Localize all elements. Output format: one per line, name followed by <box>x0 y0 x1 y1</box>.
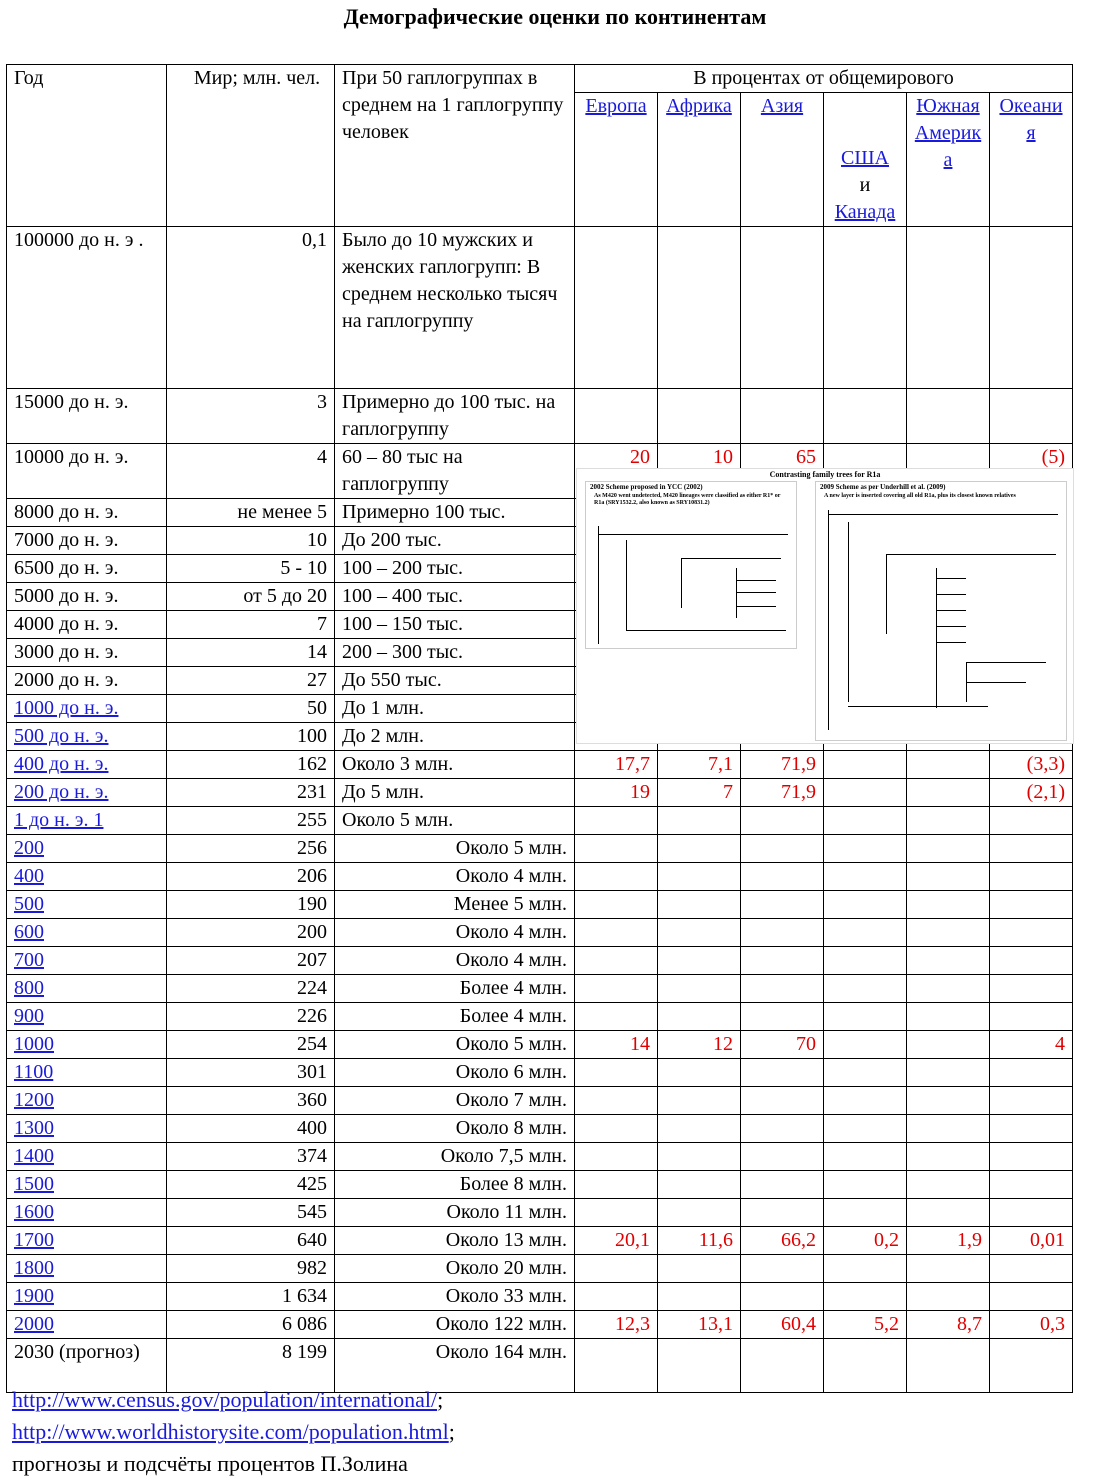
cell-percent-eu <box>575 1255 658 1283</box>
page-title: Демографические оценки по континентам <box>343 4 767 29</box>
header-asia[interactable]: Азия <box>741 93 824 227</box>
cell-percent-oc <box>990 891 1073 919</box>
cell-percent-us <box>824 975 907 1003</box>
cell-percent-af <box>658 1283 741 1311</box>
cell-haplo: Около 13 млн. <box>335 1227 575 1255</box>
cell-percent-sa <box>907 751 990 779</box>
cell-haplo: Более 4 млн. <box>335 975 575 1003</box>
cell-world: 190 <box>167 891 335 919</box>
table-row <box>7 227 1073 389</box>
table-row <box>7 389 1073 444</box>
cell-percent-as <box>741 1143 824 1171</box>
cell-percent-sa <box>907 1143 990 1171</box>
cell-percent-af <box>658 1255 741 1283</box>
cell-percent-as <box>741 947 824 975</box>
cell-percent-eu <box>575 389 658 444</box>
cell-percent-oc: (5) <box>990 444 1073 499</box>
cell-year[interactable]: 200 <box>7 835 167 863</box>
cell-percent-af: 10 <box>658 444 741 499</box>
cell-year: 100000 до н. э . <box>7 227 167 389</box>
cell-year[interactable]: 1 до н. э. 1 <box>7 807 167 835</box>
header-oceania[interactable]: Океания <box>990 93 1073 227</box>
cell-percent-as <box>741 1003 824 1031</box>
cell-world: от 5 до 20 <box>167 583 335 611</box>
cell-percent-us <box>824 227 907 389</box>
table-row <box>7 863 1073 891</box>
cell-percent-af <box>658 807 741 835</box>
header-africa[interactable]: Африка <box>658 93 741 227</box>
cell-percent-af <box>658 919 741 947</box>
cell-world: 231 <box>167 779 335 807</box>
cell-percent-eu: 12,3 <box>575 1311 658 1339</box>
cell-haplo: 200 – 300 тыс. <box>335 639 575 667</box>
cell-haplo: До 200 тыс. <box>335 527 575 555</box>
table-row <box>7 1003 1073 1031</box>
cell-year[interactable]: 1000 до н. э. <box>7 695 167 723</box>
cell-world: 545 <box>167 1199 335 1227</box>
cell-percent-as <box>741 807 824 835</box>
cell-percent-us <box>824 807 907 835</box>
cell-percent-sa <box>907 807 990 835</box>
cell-percent-us <box>824 1087 907 1115</box>
table-row <box>7 1311 1073 1339</box>
cell-percent-as <box>741 919 824 947</box>
cell-percent-eu: 20 <box>575 444 658 499</box>
cell-percent-af: 11,6 <box>658 1227 741 1255</box>
cell-percent-as <box>741 1059 824 1087</box>
cell-percent-af <box>658 947 741 975</box>
cell-world: 301 <box>167 1059 335 1087</box>
cell-percent-us <box>824 947 907 975</box>
header-europe[interactable]: Европа <box>575 93 658 227</box>
table-row <box>7 1143 1073 1171</box>
cell-year: 3000 до н. э. <box>7 639 167 667</box>
cell-haplo: 100 – 150 тыс. <box>335 611 575 639</box>
cell-percent-eu <box>575 975 658 1003</box>
cell-percent-eu <box>575 1199 658 1227</box>
cell-percent-eu <box>575 1171 658 1199</box>
cell-percent-sa <box>907 1087 990 1115</box>
cell-percent-sa <box>907 891 990 919</box>
cell-percent-sa <box>907 919 990 947</box>
cell-percent-af <box>658 1199 741 1227</box>
cell-year: 7000 до н. э. <box>7 527 167 555</box>
cell-percent-af <box>658 1171 741 1199</box>
cell-world: 3 <box>167 389 335 444</box>
table-row <box>7 1283 1073 1311</box>
table-row <box>7 1059 1073 1087</box>
cell-year[interactable]: 500 <box>7 891 167 919</box>
cell-percent-as <box>741 227 824 389</box>
cell-percent-us <box>824 1199 907 1227</box>
cell-world: 1 634 <box>167 1283 335 1311</box>
cell-percent-eu: 19 <box>575 779 658 807</box>
cell-haplo: До 5 млн. <box>335 779 575 807</box>
cell-year: 15000 до н. э. <box>7 389 167 444</box>
cell-percent-af <box>658 1003 741 1031</box>
cell-world: 360 <box>167 1087 335 1115</box>
cell-year[interactable]: 1000 <box>7 1031 167 1059</box>
sources: http://www.census.gov/population/international/; http://www.worldhistorysite.com/population.html; прогнозы и подсчёты процентов П.Золина <box>12 1387 455 1476</box>
cell-percent-sa <box>907 1339 990 1393</box>
header-usa-canada[interactable]: США и Канада <box>824 93 907 227</box>
cell-percent-eu <box>575 807 658 835</box>
cell-percent-oc: 4 <box>990 1031 1073 1059</box>
cell-percent-oc: (2,1) <box>990 779 1073 807</box>
cell-percent-eu <box>575 1339 658 1393</box>
cell-percent-us <box>824 863 907 891</box>
table-row <box>7 835 1073 863</box>
cell-haplo: Около 5 млн. <box>335 1031 575 1059</box>
cell-percent-us <box>824 919 907 947</box>
header-percent: В процентах от общемирового <box>575 65 1073 93</box>
cell-percent-as <box>741 863 824 891</box>
cell-year: 2000 до н. э. <box>7 667 167 695</box>
cell-percent-oc: 0,01 <box>990 1227 1073 1255</box>
cell-percent-sa <box>907 863 990 891</box>
cell-percent-af <box>658 1115 741 1143</box>
cell-year[interactable]: 1500 <box>7 1171 167 1199</box>
table-row <box>7 751 1073 779</box>
cell-haplo: Около 7,5 млн. <box>335 1143 575 1171</box>
cell-world: 255 <box>167 807 335 835</box>
cell-world: не менее 5 <box>167 499 335 527</box>
cell-percent-as: 60,4 <box>741 1311 824 1339</box>
cell-percent-oc <box>990 807 1073 835</box>
cell-percent-us <box>824 1143 907 1171</box>
cell-percent-oc <box>990 1059 1073 1087</box>
cell-percent-as <box>741 1283 824 1311</box>
cell-haplo: Более 4 млн. <box>335 1003 575 1031</box>
cell-haplo: Более 8 млн. <box>335 1171 575 1199</box>
cell-percent-us: 0,2 <box>824 1227 907 1255</box>
table-row <box>7 891 1073 919</box>
cell-percent-sa <box>907 1199 990 1227</box>
cell-percent-as <box>741 1087 824 1115</box>
cell-percent-sa: 1,9 <box>907 1227 990 1255</box>
cell-percent-oc <box>990 947 1073 975</box>
cell-percent-as: 71,9 <box>741 779 824 807</box>
cell-percent-as: 71,9 <box>741 751 824 779</box>
cell-percent-oc <box>990 975 1073 1003</box>
cell-percent-oc <box>990 1339 1073 1393</box>
cell-percent-af: 12 <box>658 1031 741 1059</box>
cell-percent-sa <box>907 835 990 863</box>
cell-haplo: Около 11 млн. <box>335 1199 575 1227</box>
cell-percent-us <box>824 835 907 863</box>
cell-percent-us: 5,2 <box>824 1311 907 1339</box>
cell-haplo: До 550 тыс. <box>335 667 575 695</box>
cell-percent-sa <box>907 1003 990 1031</box>
table-row <box>7 975 1073 1003</box>
cell-year[interactable]: 1400 <box>7 1143 167 1171</box>
r1a-tree-figure: Contrasting family trees for R1a 2002 Scheme proposed in YCC (2002) As M420 went undetected, M420 lineages were classified as either R1* or R1a (SRY1532.2, also known as SRY10831.2) 2009 Scheme as per Underhill et al. (2009) A new layer is inserted covering all old R1a, plus its closest known relatives <box>576 468 1074 744</box>
table-row <box>7 779 1073 807</box>
cell-percent-eu: 14 <box>575 1031 658 1059</box>
cell-percent-eu <box>575 1115 658 1143</box>
cell-haplo: Было до 10 мужских и женских гаплогрупп: В среднем несколько тысяч на гаплогруппу <box>335 227 575 389</box>
cell-percent-us <box>824 389 907 444</box>
cell-percent-eu <box>575 863 658 891</box>
source-link-census[interactable]: http://www.census.gov/population/international/ <box>12 1387 438 1412</box>
cell-percent-oc <box>990 1171 1073 1199</box>
cell-percent-us <box>824 891 907 919</box>
cell-percent-us <box>824 1031 907 1059</box>
cell-haplo: Около 7 млн. <box>335 1087 575 1115</box>
cell-haplo: 100 – 200 тыс. <box>335 555 575 583</box>
header-haplo: При 50 гаплогруппах в среднем на 1 гаплогруппу человек <box>335 65 575 227</box>
cell-percent-af <box>658 1059 741 1087</box>
cell-percent-as: 66,2 <box>741 1227 824 1255</box>
cell-percent-oc <box>990 389 1073 444</box>
cell-world: 982 <box>167 1255 335 1283</box>
cell-percent-oc <box>990 863 1073 891</box>
cell-percent-us <box>824 1171 907 1199</box>
cell-percent-sa <box>907 779 990 807</box>
cell-percent-us <box>824 751 907 779</box>
cell-year[interactable]: 1200 <box>7 1087 167 1115</box>
cell-haplo: Около 6 млн. <box>335 1059 575 1087</box>
cell-world: 226 <box>167 1003 335 1031</box>
cell-percent-sa <box>907 1171 990 1199</box>
cell-percent-oc <box>990 1283 1073 1311</box>
header-south-america[interactable]: Южная Америка <box>907 93 990 227</box>
cell-world: 27 <box>167 667 335 695</box>
cell-percent-as: 65 <box>741 444 824 499</box>
header-world: Мир; млн. чел. <box>167 65 335 227</box>
cell-percent-af: 7 <box>658 779 741 807</box>
table-row <box>7 1171 1073 1199</box>
cell-percent-sa <box>907 947 990 975</box>
cell-percent-af <box>658 863 741 891</box>
cell-haplo: Около 3 млн. <box>335 751 575 779</box>
cell-percent-as: 70 <box>741 1031 824 1059</box>
cell-haplo: Около 5 млн. <box>335 835 575 863</box>
cell-world: 50 <box>167 695 335 723</box>
table-row <box>7 1031 1073 1059</box>
cell-year[interactable]: 1900 <box>7 1283 167 1311</box>
cell-percent-us <box>824 779 907 807</box>
cell-world: 5 - 10 <box>167 555 335 583</box>
cell-year[interactable]: 1600 <box>7 1199 167 1227</box>
cell-percent-eu <box>575 1283 658 1311</box>
cell-percent-af <box>658 1339 741 1393</box>
cell-percent-us <box>824 1339 907 1393</box>
cell-percent-af <box>658 389 741 444</box>
cell-world: 254 <box>167 1031 335 1059</box>
cell-year: 5000 до н. э. <box>7 583 167 611</box>
cell-percent-sa <box>907 227 990 389</box>
cell-percent-as <box>741 1171 824 1199</box>
cell-percent-sa <box>907 1115 990 1143</box>
cell-world: 8 199 <box>167 1339 335 1393</box>
cell-year[interactable]: 600 <box>7 919 167 947</box>
cell-percent-af: 7,1 <box>658 751 741 779</box>
cell-haplo: Около 4 млн. <box>335 947 575 975</box>
cell-percent-eu <box>575 1003 658 1031</box>
cell-haplo: 100 – 400 тыс. <box>335 583 575 611</box>
cell-percent-us <box>824 1283 907 1311</box>
cell-percent-as <box>741 1199 824 1227</box>
cell-year[interactable]: 500 до н. э. <box>7 723 167 751</box>
cell-percent-oc <box>990 227 1073 389</box>
cell-world: 207 <box>167 947 335 975</box>
cell-percent-sa <box>907 1255 990 1283</box>
cell-percent-as <box>741 1115 824 1143</box>
cell-haplo: Около 122 млн. <box>335 1311 575 1339</box>
cell-percent-us <box>824 1255 907 1283</box>
cell-percent-eu <box>575 835 658 863</box>
cell-percent-oc: 0,3 <box>990 1311 1073 1339</box>
cell-world: 206 <box>167 863 335 891</box>
cell-percent-eu <box>575 1143 658 1171</box>
cell-year[interactable]: 200 до н. э. <box>7 779 167 807</box>
cell-percent-oc <box>990 919 1073 947</box>
cell-percent-oc <box>990 1115 1073 1143</box>
cell-percent-eu: 17,7 <box>575 751 658 779</box>
cell-percent-as <box>741 891 824 919</box>
cell-year[interactable]: 2000 <box>7 1311 167 1339</box>
cell-year[interactable]: 700 <box>7 947 167 975</box>
cell-percent-as <box>741 1255 824 1283</box>
cell-percent-af <box>658 835 741 863</box>
cell-haplo: Около 8 млн. <box>335 1115 575 1143</box>
cell-world: 374 <box>167 1143 335 1171</box>
table-row <box>7 807 1073 835</box>
table-row <box>7 1115 1073 1143</box>
cell-world: 0,1 <box>167 227 335 389</box>
cell-percent-sa <box>907 1059 990 1087</box>
cell-percent-sa: 8,7 <box>907 1311 990 1339</box>
cell-world: 400 <box>167 1115 335 1143</box>
cell-haplo: Около 164 млн. <box>335 1339 575 1393</box>
cell-percent-oc <box>990 1199 1073 1227</box>
cell-haplo: Примерно до 100 тыс. на гаплогруппу <box>335 389 575 444</box>
cell-percent-af <box>658 975 741 1003</box>
source-link-worldhistory[interactable]: http://www.worldhistorysite.com/population.html <box>12 1419 449 1444</box>
cell-world: 7 <box>167 611 335 639</box>
cell-world: 256 <box>167 835 335 863</box>
cell-percent-oc <box>990 1143 1073 1171</box>
cell-world: 4 <box>167 444 335 499</box>
cell-percent-us <box>824 1059 907 1087</box>
cell-year[interactable]: 1800 <box>7 1255 167 1283</box>
cell-percent-us <box>824 1115 907 1143</box>
cell-world: 6 086 <box>167 1311 335 1339</box>
cell-haplo: 60 – 80 тыс на гаплогруппу <box>335 444 575 499</box>
cell-percent-eu <box>575 1087 658 1115</box>
cell-haplo: До 1 млн. <box>335 695 575 723</box>
cell-haplo: До 2 млн. <box>335 723 575 751</box>
cell-percent-eu <box>575 947 658 975</box>
cell-haplo: Около 33 млн. <box>335 1283 575 1311</box>
cell-percent-as <box>741 975 824 1003</box>
cell-percent-af: 13,1 <box>658 1311 741 1339</box>
cell-world: 10 <box>167 527 335 555</box>
cell-percent-eu: 20,1 <box>575 1227 658 1255</box>
cell-haplo: Около 5 млн. <box>335 807 575 835</box>
cell-percent-oc <box>990 1003 1073 1031</box>
cell-percent-as <box>741 835 824 863</box>
cell-percent-oc <box>990 1255 1073 1283</box>
cell-world: 425 <box>167 1171 335 1199</box>
cell-year[interactable]: 800 <box>7 975 167 1003</box>
cell-percent-af <box>658 227 741 389</box>
cell-percent-sa <box>907 1283 990 1311</box>
cell-year: 10000 до н. э. <box>7 444 167 499</box>
cell-world: 200 <box>167 919 335 947</box>
cell-world: 100 <box>167 723 335 751</box>
cell-haplo: Около 4 млн. <box>335 863 575 891</box>
cell-year[interactable]: 1700 <box>7 1227 167 1255</box>
sources-note: прогнозы и подсчёты процентов П.Золина <box>12 1451 408 1476</box>
cell-world: 640 <box>167 1227 335 1255</box>
cell-haplo: Около 20 млн. <box>335 1255 575 1283</box>
table-row <box>7 919 1073 947</box>
cell-percent-sa <box>907 975 990 1003</box>
cell-year: 6500 до н. э. <box>7 555 167 583</box>
header-year: Год <box>7 65 167 227</box>
cell-world: 14 <box>167 639 335 667</box>
cell-year[interactable]: 900 <box>7 1003 167 1031</box>
cell-percent-af <box>658 1143 741 1171</box>
table-row <box>7 1227 1073 1255</box>
cell-percent-as <box>741 389 824 444</box>
cell-percent-oc: (3,3) <box>990 751 1073 779</box>
table-row <box>7 947 1073 975</box>
cell-percent-eu <box>575 919 658 947</box>
cell-percent-af <box>658 1087 741 1115</box>
table-row <box>7 1255 1073 1283</box>
cell-world: 224 <box>167 975 335 1003</box>
cell-haplo: Около 4 млн. <box>335 919 575 947</box>
cell-percent-us <box>824 1003 907 1031</box>
cell-year: 4000 до н. э. <box>7 611 167 639</box>
cell-percent-sa <box>907 1031 990 1059</box>
cell-haplo: Менее 5 млн. <box>335 891 575 919</box>
cell-year[interactable]: 1300 <box>7 1115 167 1143</box>
table-row <box>7 1087 1073 1115</box>
cell-percent-as <box>741 1339 824 1393</box>
cell-year[interactable]: 400 до н. э. <box>7 751 167 779</box>
cell-percent-eu <box>575 1059 658 1087</box>
cell-percent-oc <box>990 1087 1073 1115</box>
cell-year: 2030 (прогноз) <box>7 1339 167 1393</box>
table-row <box>7 1199 1073 1227</box>
cell-world: 162 <box>167 751 335 779</box>
cell-percent-af <box>658 891 741 919</box>
cell-year[interactable]: 1100 <box>7 1059 167 1087</box>
cell-percent-sa <box>907 389 990 444</box>
cell-haplo: Примерно 100 тыс. <box>335 499 575 527</box>
cell-percent-oc <box>990 835 1073 863</box>
cell-year[interactable]: 400 <box>7 863 167 891</box>
cell-year: 8000 до н. э. <box>7 499 167 527</box>
cell-percent-eu <box>575 891 658 919</box>
cell-percent-eu <box>575 227 658 389</box>
